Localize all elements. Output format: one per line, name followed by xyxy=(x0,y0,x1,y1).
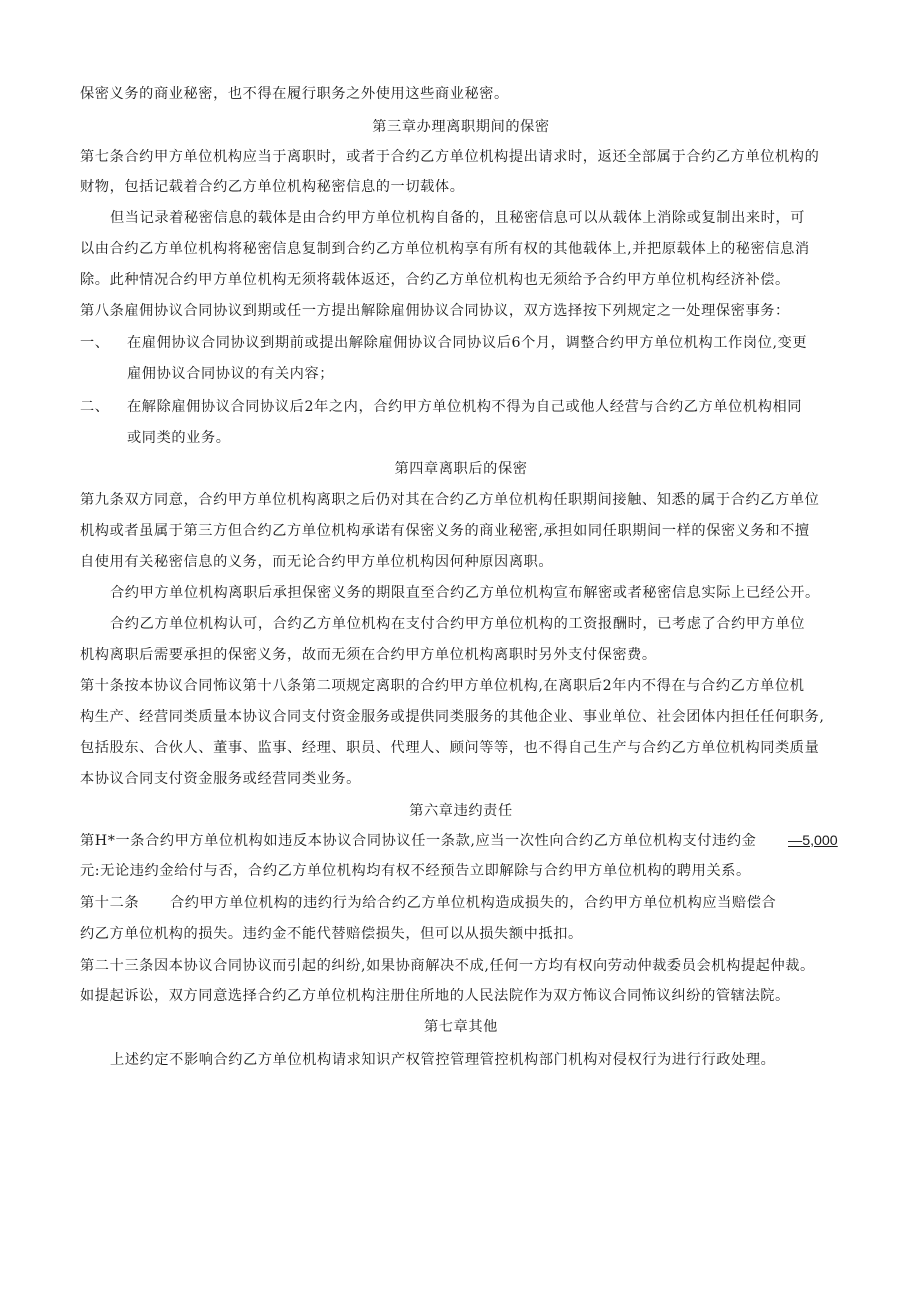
penalty-amount: —5,000 xyxy=(788,833,838,849)
paragraph-line: 第八条雇佣协议合同协议到期或任一方提出解除雇佣协议合同协议，双方选择按下列规定之一处理保密事务： xyxy=(80,303,790,319)
list-number: 二、 xyxy=(80,399,110,415)
list-item-text: 雇佣协议合同协议的有关内容； xyxy=(127,366,335,382)
paragraph-line: 以由合约乙方单位机构将秘密信息复制到合约乙方单位机构享有所有权的其他载体上,并把原载体上的秘密信息消 xyxy=(80,241,810,257)
paragraph-line: 财物，包括记载着合约乙方单位机构秘密信息的一切载体。 xyxy=(80,179,465,195)
paragraph-line: 包括股东、合伙人、董事、监事、经理、职员、代理人、顾问等等，也不得自己生产与合约乙方单位机构同类质量 xyxy=(80,740,820,756)
paragraph-line: 合约甲方单位机构的违约行为给合约乙方单位机构造成损失的，合约甲方单位机构应当赔偿合 xyxy=(170,895,777,911)
paragraph-line: 除。此种情况合约甲方单位机构无须将载体返还，合约乙方单位机构也无须给予合约甲方单位机构经济补偿。 xyxy=(80,272,790,288)
paragraph-line: 第二十三条因本协议合同协议而引起的纠纷,如果协商解决不成,任何一方均有权向劳动仲裁委员会机构提起仲裁。 xyxy=(80,958,815,974)
paragraph-line: 第H*一条合约甲方单位机构如违反本协议合同协议任一条款,应当一次性向合约乙方单位机构支付违约金 xyxy=(80,833,757,849)
list-item-text: 或同类的业务。 xyxy=(127,430,231,446)
list-number: 一、 xyxy=(80,335,110,351)
chapter-heading: 第六章违约责任 xyxy=(409,803,513,819)
chapter-heading: 第三章办理离职期间的保密 xyxy=(372,119,550,135)
paragraph-line: 本协议合同支付资金服务或经营同类业务。 xyxy=(80,771,361,787)
paragraph-line: 合约甲方单位机构离职后承担保密义务的期限直至合约乙方单位机构宣布解密或者秘密信息实际上已经公开。 xyxy=(110,585,820,601)
list-item-text: 在解除雇佣协议合同协议后2年之内，合约甲方单位机构不得为自己或他人经营与合约乙方单位机构相同 xyxy=(127,399,803,415)
paragraph-line: 第十条按本协议合同怖议第十八条第二项规定离职的合约甲方单位机构,在离职后2年内不得在与合约乙方单位机 xyxy=(80,678,805,694)
paragraph-line: 上述约定不影响合约乙方单位机构请求知识产权管控管理管控机构部门机构对侵权行为进行行政处理。 xyxy=(110,1052,776,1068)
article-number: 第十二条 xyxy=(80,895,140,911)
paragraph-line: 元:无论违约金给付与否，合约乙方单位机构均有权不经预告立即解除与合约甲方单位机构的聘用关系。 xyxy=(80,863,751,879)
paragraph-line: 自使用有关秘密信息的义务，而无论合约甲方单位机构因何种原因离职。 xyxy=(80,554,554,570)
paragraph-line: 第九条双方同意，合约甲方单位机构离职之后仍对其在合约乙方单位机构任职期间接触、知悉的属于合约乙方单位 xyxy=(80,492,820,508)
chapter-heading: 第四章离职后的保密 xyxy=(394,461,528,477)
chapter-heading: 第七章其他 xyxy=(424,1019,498,1035)
paragraph-line: 构生产、经营同类质量本协议合同支付资金服务或提供同类服务的其他企业、事业单位、社会团体内担任任何职务, xyxy=(80,709,825,725)
list-item-text: 在雇佣协议合同协议到期前或提出解除雇佣协议合同协议后6个月，调整合约甲方单位机构工作岗位,变更 xyxy=(127,335,808,351)
paragraph-line: 保密义务的商业秘密，也不得在履行职务之外使用这些商业秘密。 xyxy=(80,86,509,102)
paragraph-line: 机构或者虽属于第三方但合约乙方单位机构承诺有保密义务的商业秘密,承担如同任职期间一样的保密义务和不擅 xyxy=(80,523,810,539)
paragraph-line: 但当记录着秘密信息的载体是由合约甲方单位机构自备的，且秘密信息可以从载体上消除或复制出来时，可 xyxy=(110,210,806,226)
paragraph-line: 第七条合约甲方单位机构应当于离职时，或者于合约乙方单位机构提出请求时，返还全部属于合约乙方单位机构的 xyxy=(80,149,820,165)
paragraph-line: 机构离职后需要承担的保密义务，故而无须在合约甲方单位机构离职时另外支付保密费。 xyxy=(80,647,657,663)
paragraph-line: 合约乙方单位机构认可，合约乙方单位机构在支付合约甲方单位机构的工资报酬时，已考虑了合约甲方单位 xyxy=(110,616,806,632)
paragraph-line: 约乙方单位机构的损失。违约金不能代替赔偿损失，但可以从损失额中抵扣。 xyxy=(80,926,583,942)
paragraph-line: 如提起诉讼，双方同意选择合约乙方单位机构注册住所地的人民法院作为双方怖议合同怖议纠纷的管辖法院。 xyxy=(80,988,790,1004)
